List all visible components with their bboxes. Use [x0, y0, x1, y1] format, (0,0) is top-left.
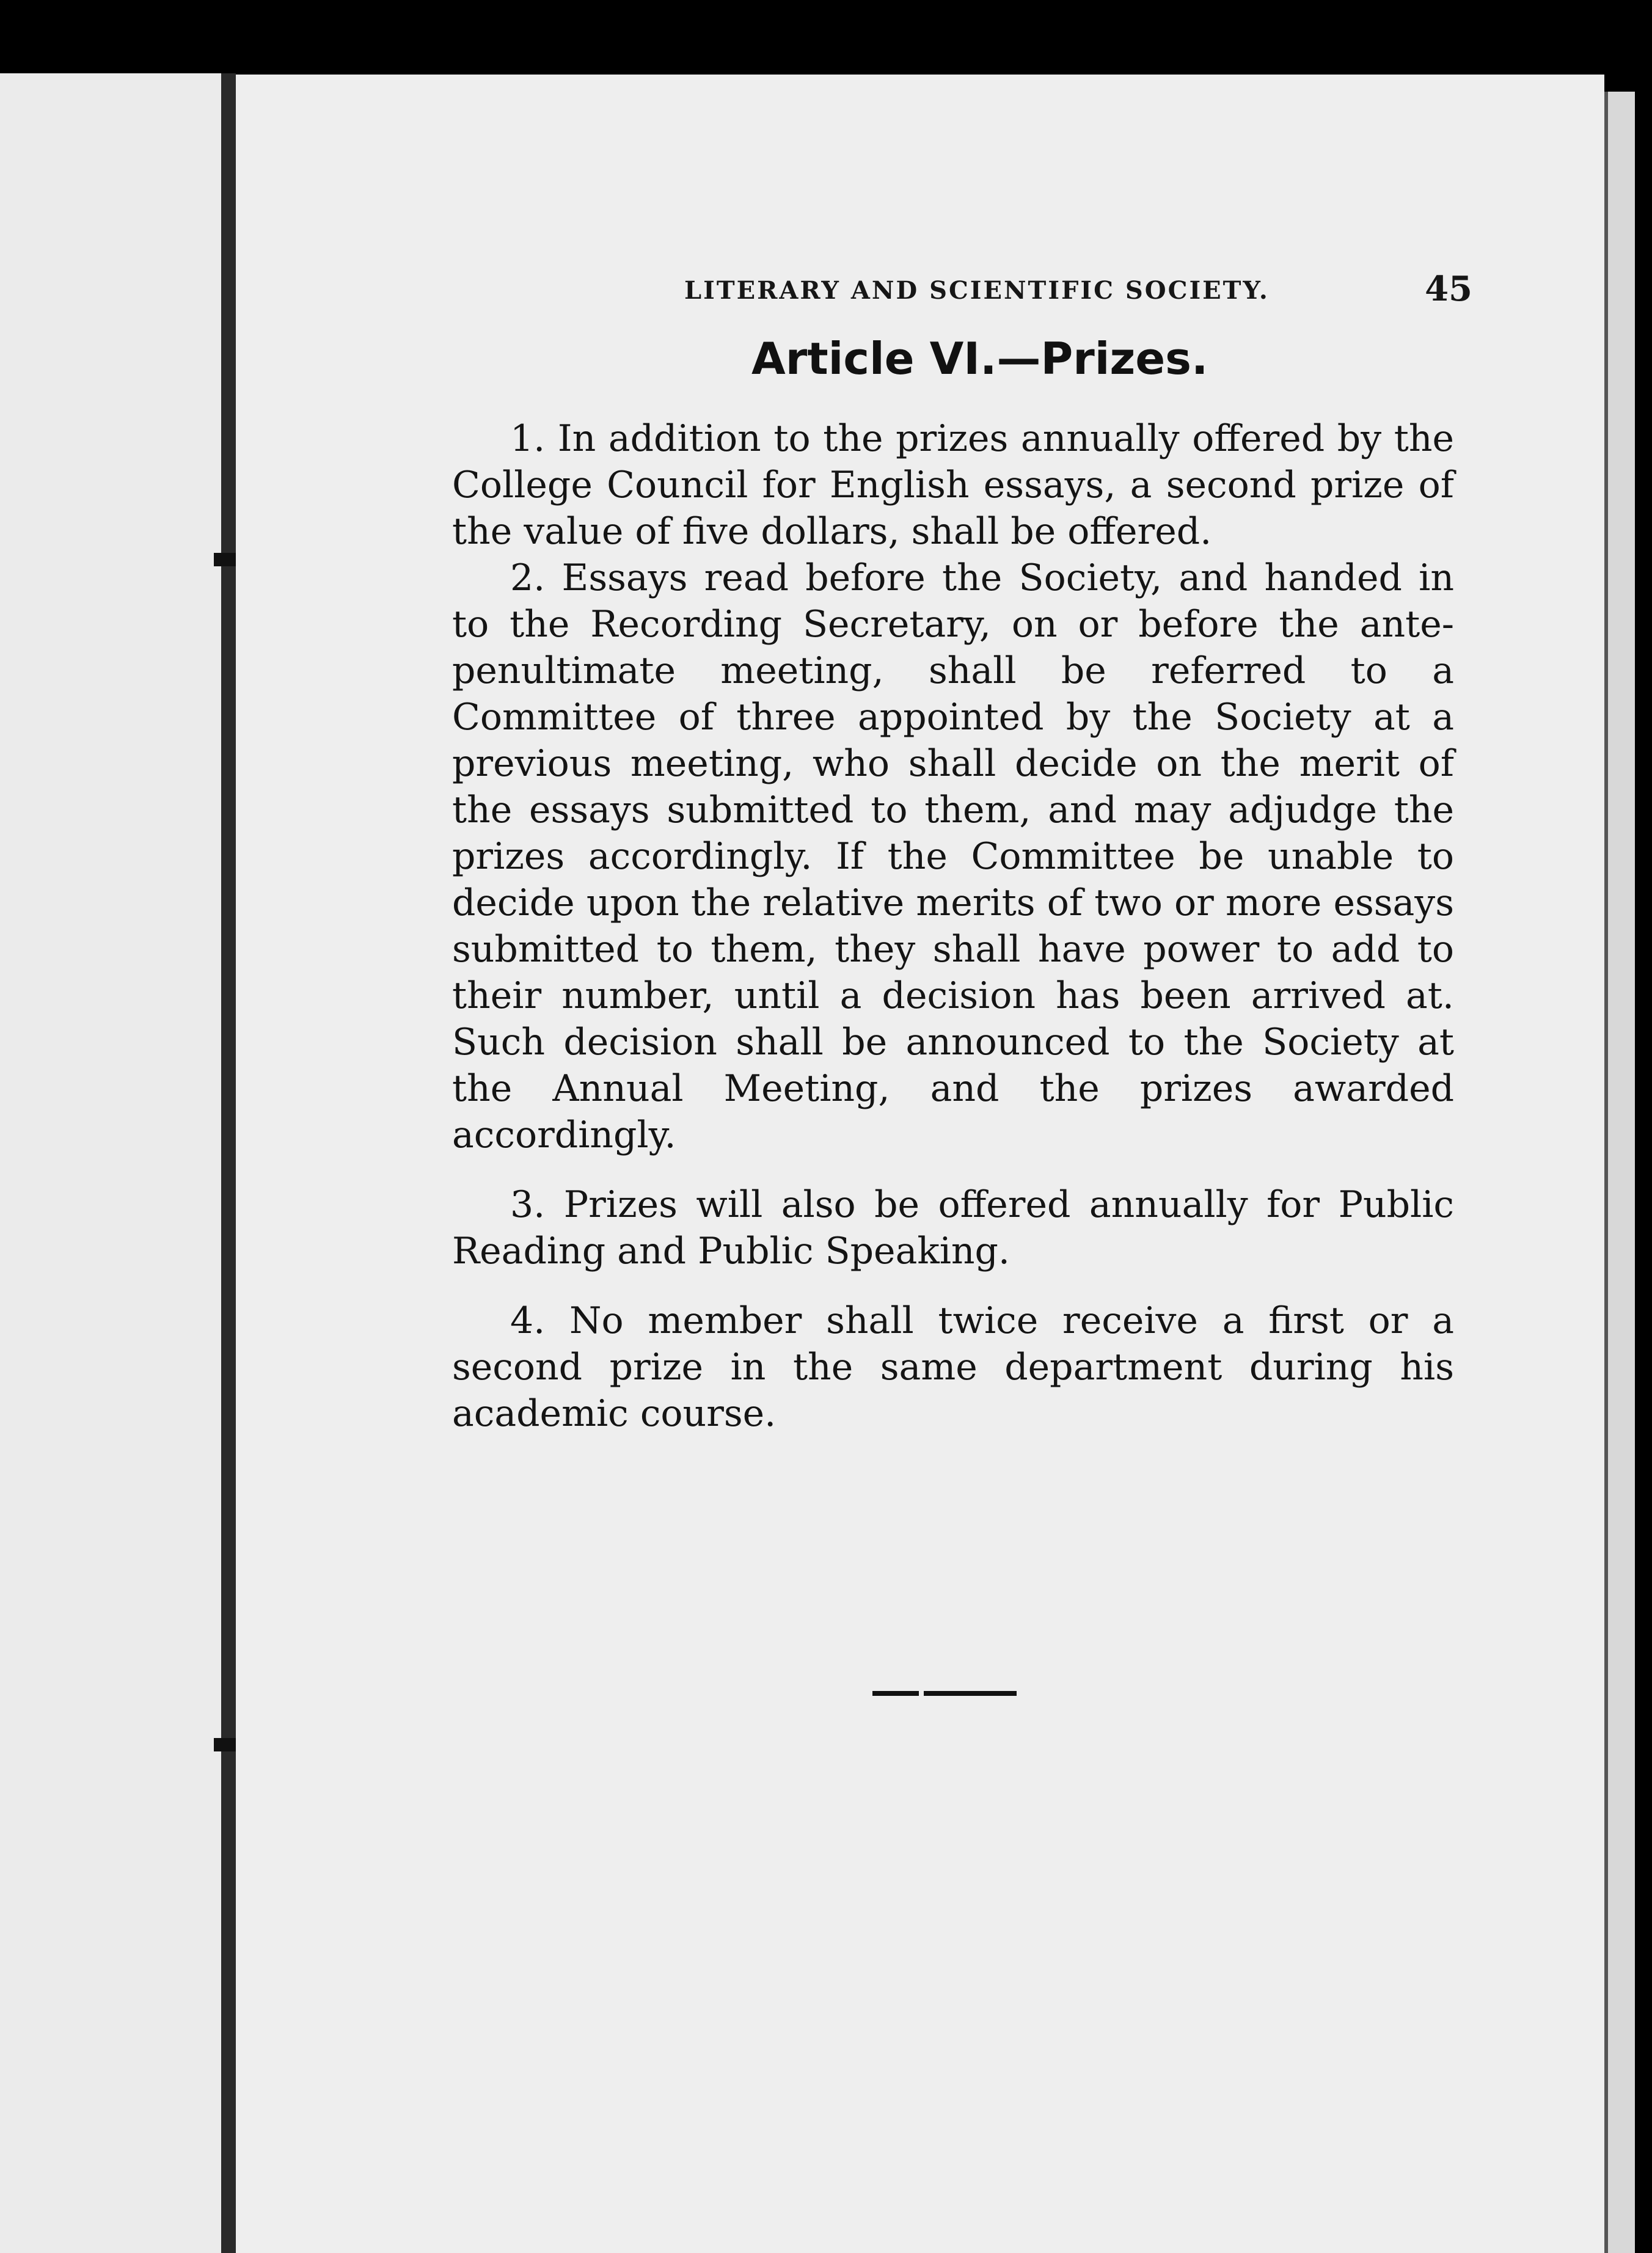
article-title: Article VI.—Prizes. [751, 333, 1208, 384]
paragraph-3: 3. Prizes will also be offered annually for Public Reading and Public Speaking. [452, 1183, 1454, 1273]
page-number: 45 [1425, 269, 1472, 309]
scan-border-right [1635, 0, 1652, 2253]
paragraph-4: 4. No member shall twice receive a first or a second prize in the same department during his academic course. [452, 1299, 1454, 1435]
end-rule-short [872, 1691, 919, 1696]
article-body [452, 415, 1454, 1437]
end-rule-long [924, 1691, 1017, 1696]
page-header [684, 269, 1472, 318]
paragraph-2: 2. Essays read before the Society, and handed in to the Recording Secretary, on or before the ante-penultimate meeting, shall be referred to a Committee of three appointed by the Society at a previous meeting, who shall decide on the merit of the essays submitted to them, and may adjudge the prizes accordingly. If the Committee be unable to decide upon the relative merits of two or more essays submitted to them, they shall have power to add to their number, until a decision has been arrived at. Such decision shall be announced to the Society at the Annual Meeting, and the prizes awarded accordingly. [452, 557, 1454, 1156]
running-head: LITERARY AND SCIENTIFIC SOCIETY. [684, 276, 1270, 305]
facing-page-left [0, 73, 226, 2253]
book-gutter [221, 73, 236, 2253]
paragraph-1: 1. In addition to the prizes annually offered by the College Council for English essays, a second prize of the value of five dollars, shall be offered. [452, 417, 1454, 553]
page-edge-right [1604, 92, 1639, 2253]
